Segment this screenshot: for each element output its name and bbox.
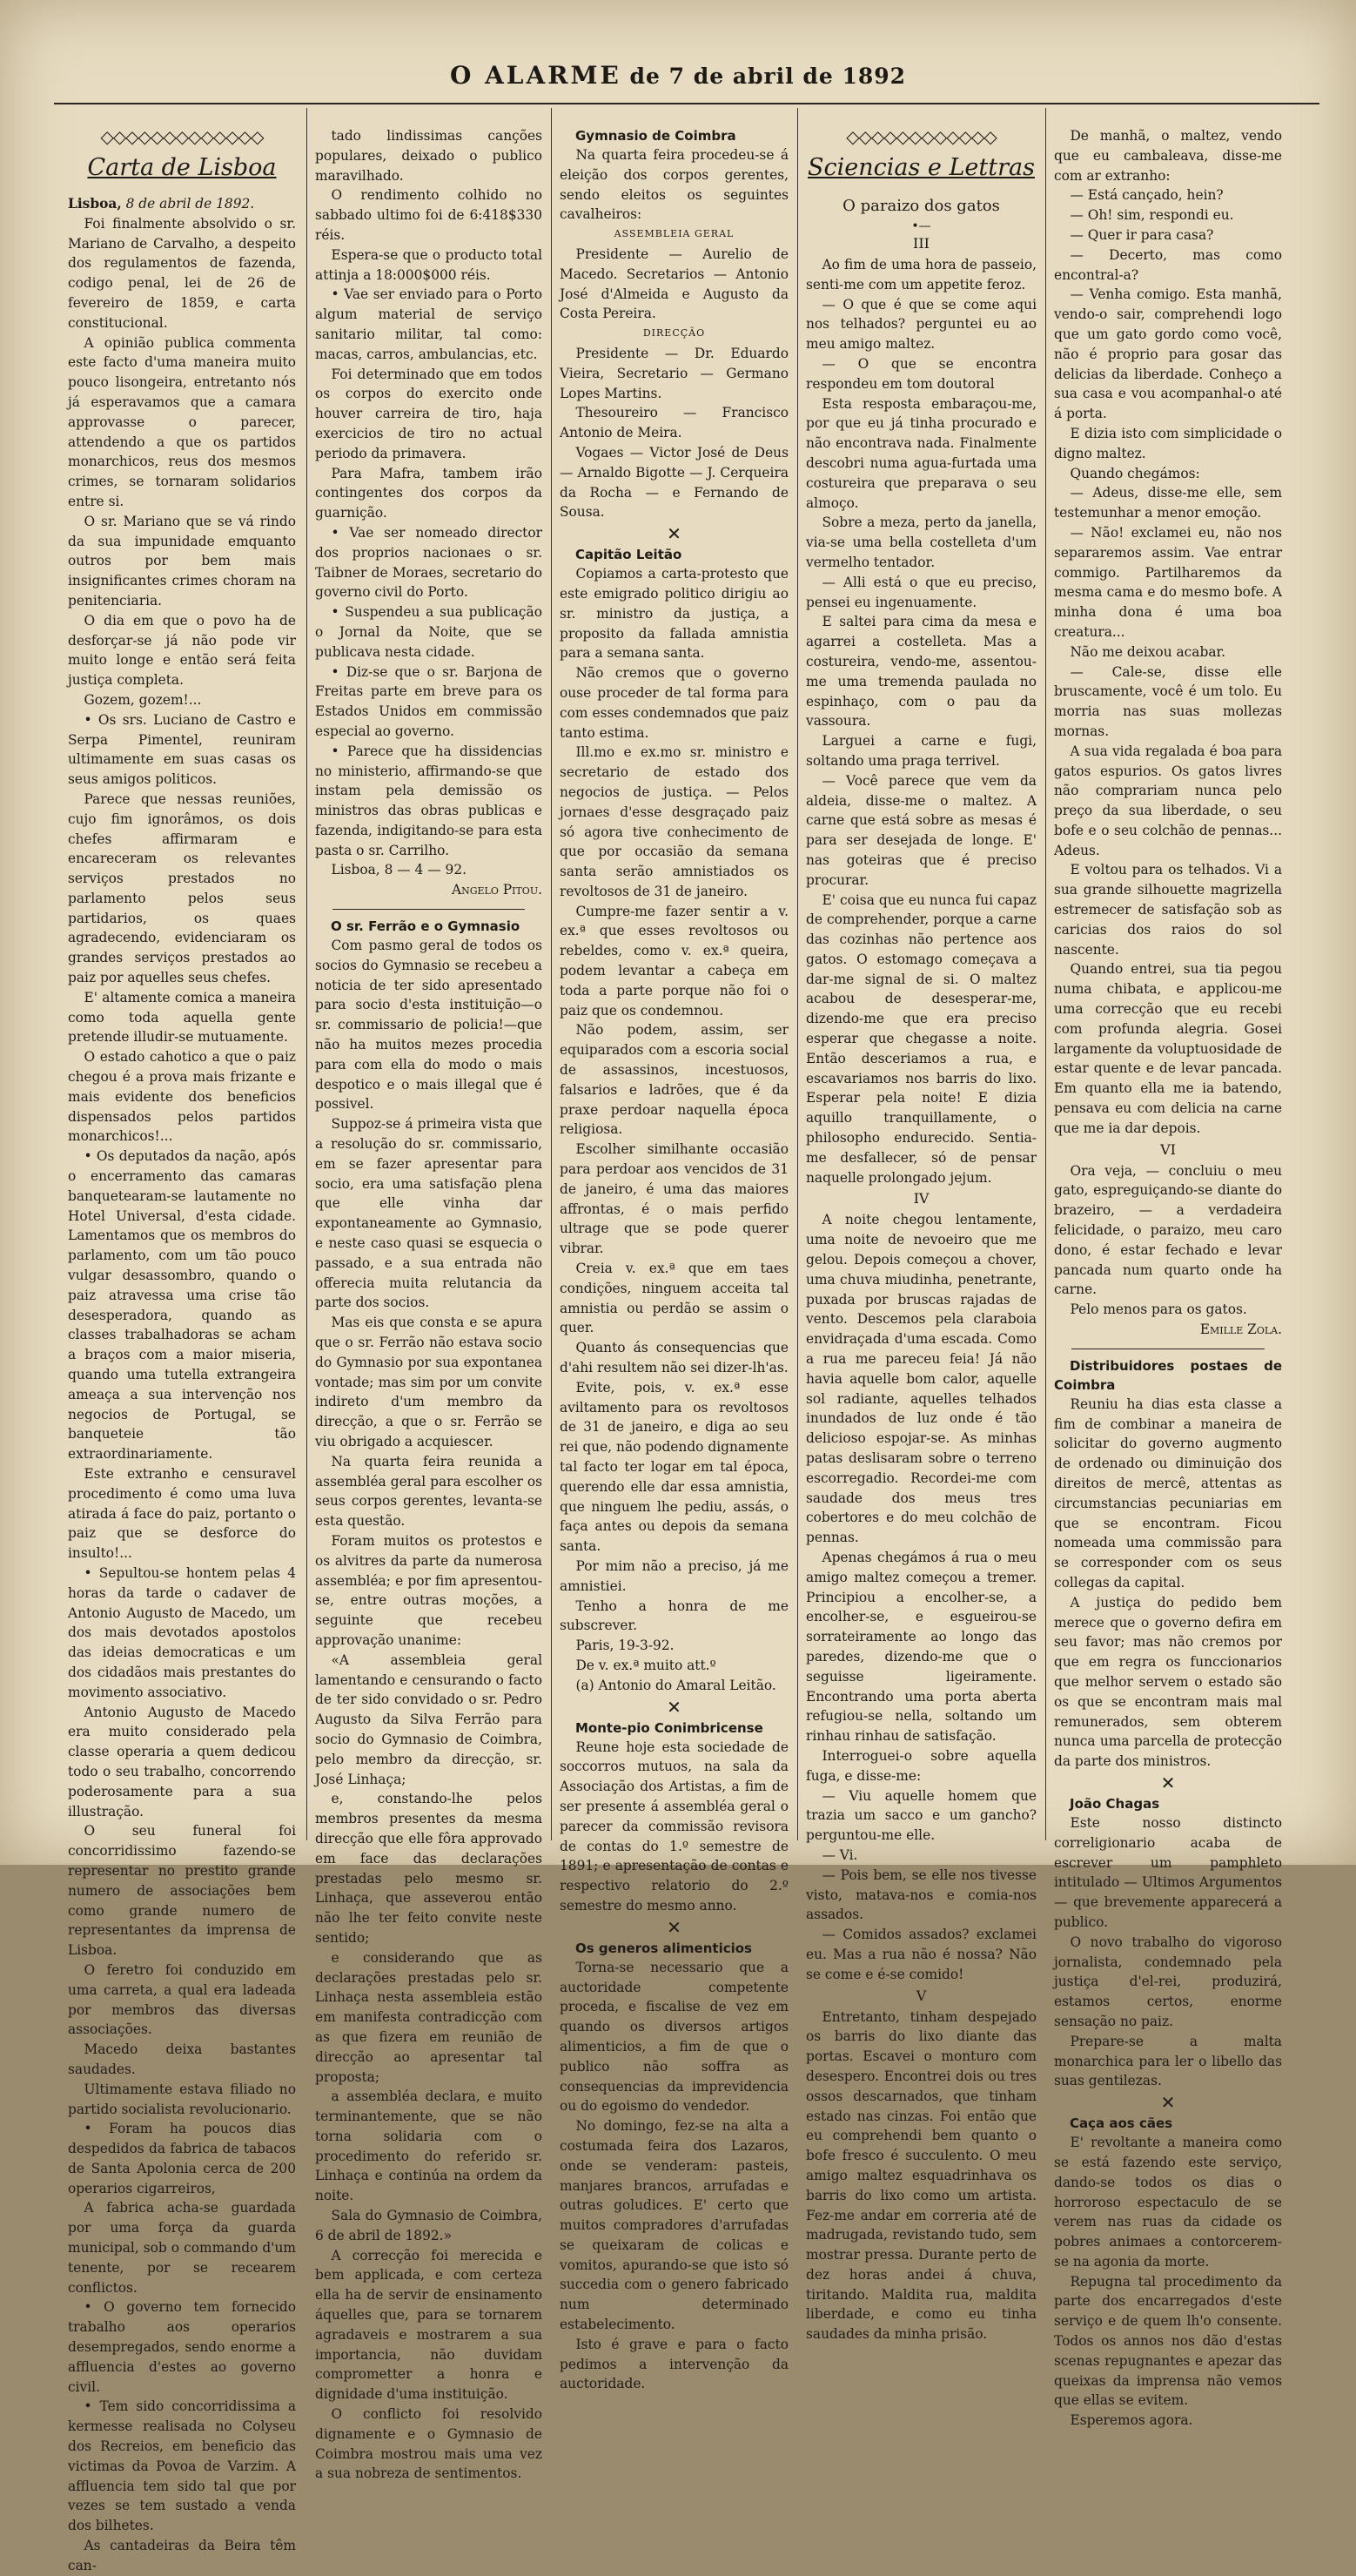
paragraph: Cumpre-me fazer sentir a v. ex.ª que esses revoltosos ou rebeldes, como v. ex.ª queira, podem levantar a cabeça em toda a parte porque não foi o paiz que os condemnou. [560, 903, 789, 1019]
paragraph: Não cremos que o governo ouse proceder de tal forma para com esses condemnados que paiz tanto estima. [560, 665, 789, 741]
paragraph: O dia em que o povo ha de desforçar-se já não pode vir muito longe e então será feita justiça completa. [68, 612, 296, 689]
cross-separator-icon: ✕ [667, 523, 681, 545]
paragraph: Apenas chegámos á rua o meu amigo maltez começou a tremer. Principiou a encolher-se, a encolher-se, e esgueirou-se sorrateiramente ao longo das paredes, dizendo-me que o seguisse ligeiramente. Encontrando uma porta aberta refugiou-se nella, soltando um rinhau rinhau de satisfação. [806, 1550, 1037, 1745]
column-divider [797, 108, 798, 1840]
section-heading: DIRECÇÃO [642, 327, 706, 340]
paragraph: No domingo, fez-se na alta a costumada feira dos Lazaros, onde se venderam: pasteis, manjares brancos, arrufadas e outras goludices. E' certo que muitos compradores d'arrufadas se queixaram de colicas e vomitos, apurando-se que isto só succedia com o genero fabricado num determinado estabelecimento. [560, 2118, 789, 2333]
paragraph: Este extranho e censuravel procedimento é como uma luva atirada á face do paiz, portanto o paiz que se desforce do insulto!... [68, 1466, 296, 1562]
paragraph: • Sepultou-se hontem pelas 4 horas da tarde o cadaver de Antonio Augusto de Macedo, um dos mais devotados apostolos das ideias democraticas e um dos cidadãos mais prestantes do movimento associativo. [68, 1564, 296, 1700]
article-body [1054, 2133, 1282, 2431]
article-title: Gymnasio de Coimbra [575, 128, 736, 144]
paper-name: O ALARME [449, 61, 621, 90]
article-body [806, 2008, 1037, 2345]
article-body [315, 936, 542, 2484]
paragraph: • Vae ser nomeado director dos proprios nacionaes o sr. Taibner de Moraes, secretario do governo civil do Porto. [315, 524, 542, 601]
story-title: O paraizo dos gatos [842, 197, 1000, 215]
paragraph: Gozem, gozem!... [84, 691, 202, 708]
article-title: João Chagas [1070, 1795, 1160, 1812]
article-body [806, 255, 1037, 1187]
title-ornament: •— [911, 219, 931, 233]
paragraph: Este nosso distincto correligionario acaba de escrever um pamphleto intitulado — Ultimos Argumentos — que brevemente apparecerá a publico. [1054, 1814, 1282, 1930]
article-title: Monte-pio Conimbricense [575, 1719, 763, 1736]
cross-separator-icon: ✕ [667, 1916, 681, 1938]
paragraph: Escolher similhante occasião para perdoar aos vencidos de 31 de janeiro, é uma das maiores affrontas, é o mais perfido ultrage que se pode querer vibrar. [560, 1141, 789, 1257]
chapter-number: IV [913, 1190, 930, 1207]
column-1 [68, 126, 296, 2573]
paragraph: — Oh! sim, respondi eu. [1070, 207, 1234, 224]
article-body [68, 214, 296, 2576]
paragraph: O feretro foi conduzido em uma carreta, a qual era ladeada por membros das diversas associações. [68, 1961, 296, 2038]
paragraph: Para Mafra, tambem irão contingentes dos corpos da guarnição. [315, 465, 542, 521]
paragraph: O seu funeral foi concorridissimo fazendo-se representar no prestito grande numero de associações bem como grande numero de representantes da imprensa de Lisboa. [68, 1823, 296, 1959]
cross-separator-icon: ✕ [1160, 2092, 1176, 2114]
paragraph: Com pasmo geral de todos os socios do Gymnasio se recebeu a noticia de ter sido apresentado para socio d'esta instituição—o sr. commissario de policia!—que não ha muitos mezes procedia para com ella do modo o mais despotico e o mais illegal que é possivel. [315, 938, 542, 1113]
paragraph: Foi determinado que em todos os corpos do exercito onde houver carreira de tiro, haja exercicios de tiro no actual periodo da primavera. [315, 366, 542, 461]
paragraph: • Diz-se que o sr. Barjona de Freitas parte em breve para os Estados Unidos em commissão especial ao governo. [315, 663, 542, 739]
article-body [1054, 1813, 1282, 2091]
paragraph: — Você parece que vem da aldeia, disse-me o maltez. A carne que está sobre as mesas é para ser desejada de longe. E' nas goteiras que é preciso procurar. [806, 772, 1037, 888]
paragraph: (a) Antonio do Amaral Leitão. [575, 1677, 776, 1693]
paragraph: Quanto ás consequencias que d'ahi resultem não sei dizer-lh'as. [560, 1340, 789, 1376]
paragraph: Foi finalmente absolvido o sr. Mariano de Carvalho, a despeito dos regulamentos de fazenda, codigo penal, lei de 26 de fevereiro de 1859, e carta constitucional. [68, 215, 296, 331]
paragraph: E' coisa que eu nunca fui capaz de comprehender, porque a carne das cozinhas não pertence aos gatos. O estomago começava a dar-me signal de si. O maltez acabou de desesperar-me, dizendo-me que era preciso esperar que chegasse a noite. Então desceriamos a rua, e escavariamos nos barris do lixo. Esperar pela noite! E dizia aquillo tranquillamente, o philosopho endurecido. Sentia-me desfallecer, só de pensar naquelle prolongado jejum. [806, 891, 1037, 1186]
paragraph: Lisboa, 8 — 4 — 92. [331, 862, 467, 878]
column-2 [315, 126, 542, 2482]
paragraph: Thesoureiro — Francisco Antonio de Meira. [560, 405, 789, 441]
paragraph: Antonio Augusto de Macedo era muito considerado pela classe operaria a quem dedicou todo o seu trabalho, concorrendo poderosamente para a sua illustração. [68, 1704, 296, 1819]
paragraph: — Quer ir para casa? [1070, 226, 1214, 243]
article-body [806, 1210, 1037, 1984]
paragraph: Copiamos a carta-protesto que este emigrado politico dirigiu ao sr. ministro da justiça, a proposito da fallada amnistia para a semana santa. [560, 566, 789, 662]
article-title: Os generos alimenticios [575, 1940, 752, 1956]
paragraph: — Pois bem, se elle nos tivesse visto, matava-nos e comia-nos assados. [806, 1866, 1037, 1923]
paragraph: Ultimamente estava filiado no partido socialista revolucionario. [68, 2081, 296, 2117]
paragraph: — Comidos assados? exclamei eu. Mas a rua não é nossa? Não se come e é-se comido! [806, 1927, 1037, 1982]
paragraph: As cantadeiras da Beira têm can- [68, 2538, 296, 2573]
chapter-number: V [916, 1987, 927, 2004]
paragraph: tado lindissimas canções populares, deixado o publico maravilhado. [315, 128, 542, 184]
paragraph: Na quarta feira procedeu-se á eleição dos corpos gerentes, sendo eleitos os seguintes cavalheiros: [560, 147, 789, 223]
paragraph: Espera-se que o producto total attinja a 18:000$000 réis. [315, 246, 542, 283]
list [560, 245, 789, 324]
article-title: Caça aos cães [1070, 2115, 1173, 2132]
paragraph: E saltei para cima da mesa e agarrei a costelleta. Mas a costureira, vendo-me, assentou-me uma tremenda paulada no espinhaço, com o pau da vassoura. [806, 614, 1037, 730]
paragraph: E voltou para os telhados. Vi a sua grande silhouette magrizella estremecer de satisfação sob as caricias dos raios do sol nascente. [1054, 862, 1282, 958]
paragraph: Mas eis que consta e se apura que o sr. Ferrão não estava socio do Gymnasio por sua expontanea vontade; mas sim por um convite indireto d'um membro da direcção, a que o sr. Ferrão se viu obrigado a acquiescer. [315, 1315, 542, 1449]
paragraph: Torna-se necessario que a auctoridade competente proceda, e fiscalise de vez em quando os diversos artigos alimenticios, a fim de que o publico não soffra as consequencias da imprevidencia ou do egoismo do vendedor. [560, 1959, 789, 2115]
paragraph: Repugna tal procedimento da parte dos encarregados d'este serviço e de quem lh'o consente. Todos os annos nos dão d'estas scenas repugnantes e apezar das queixas da imprensa não vemos que ellas se evitem. [1054, 2273, 1282, 2409]
paragraph: De manhã, o maltez, vendo que eu cambaleava, disse-me com ar extranho: [1054, 128, 1282, 184]
column-5 [1054, 126, 1282, 2429]
paragraph: Ill.mo e ex.mo sr. ministro e secretario de estado dos negocios de justiça. — Pelos jornaes d'esse desgraçado paiz só agora tive conhecimento de que por occasião da semana santa serão amnistiados os revoltosos de 31 de janeiro. [560, 744, 789, 899]
paragraph: A justiça do pedido bem merece que o governo defira em seu favor; mas não cremos por que em regra os funccionarios que melhor servem o estado são os que se encontram mais mal remunerados, sem obterem nunca uma parcella de protecção da parte dos ministros. [1054, 1594, 1282, 1770]
paragraph: a assembléa declara, e muito terminantemente, que se não torna solidaria com o procedimento do referido sr. Linhaça e continúa na ordem da noite. [315, 2088, 542, 2204]
article-body [315, 126, 542, 880]
section-heading: ASSEMBLEIA GERAL [614, 228, 735, 240]
dateline-place: Lisboa, [68, 196, 122, 212]
paragraph: Prepare-se a malta monarchica para ler o libello das suas gentilezas. [1054, 2033, 1282, 2089]
paragraph: A opinião publica commenta este facto d'uma maneira muito pouco lisongeira, entretanto nós já esperavamos que a camara approvasse o parecer, attendendo a que os partidos monarchicos, reus dos mesmos crimes, se tornaram solidarios entre si. [68, 334, 296, 509]
masthead [0, 61, 1356, 96]
paragraph: — Adeus, disse-me elle, sem testemunhar a menor emoção. [1054, 485, 1282, 521]
paragraph: — Cale-se, disse elle bruscamente, você é um tolo. Eu morria nas suas mollezas mornas. [1054, 663, 1282, 739]
paragraph: E dizia isto com simplicidade o digno maltez. [1054, 425, 1282, 461]
paragraph: O rendimento colhido no sabbado ultimo foi de 6:418$330 réis. [315, 187, 542, 243]
paragraph: A correcção foi merecida e bem applicada, e com certeza ella ha de servir de ensinamento áquelles que, para se tornarem agradaveis e mostrarem a sua importancia, não duvidam comprometter a honra e dignidade d'uma instituição. [315, 2247, 542, 2403]
list [560, 344, 789, 522]
paragraph: • Tem sido concorridissima a kermesse realisada no Colyseu dos Recreios, em beneficio das victimas da Povoa de Varzim. A affluencia tem sido tal que por vezes se tem sustado a venda dos bilhetes. [68, 2398, 296, 2534]
paragraph: • Os srs. Luciano de Castro e Serpa Pimentel, reuniram ultimamente em suas casas os seus amigos politicos. [68, 711, 296, 788]
paragraph: e, constando-lhe pelos membros presentes da mesma direcção que elle fôra approvado em face das declarações prestadas pelo mesmo sr. Linhaça, que asseverou então não lhe ter feito convite neste sentido; [315, 1791, 542, 1946]
masthead-rule [54, 103, 1319, 104]
paragraph: Tenho a honra de me subscrever. [560, 1597, 789, 1634]
signature: Emille Zola. [1199, 1322, 1282, 1338]
paragraph: Foram muitos os protestos e os alvitres da parte da numerosa assembléa; e por fim apresentou-se, entre outras moções, a seguinte que recebeu approvação unanime: [315, 1532, 542, 1648]
paragraph: Não podem, assim, ser equiparados com a escoria social de assassinos, incestuosos, falsarios e ladrões, que é da praxe perdoar naquella época religiosa. [560, 1022, 789, 1138]
paragraph: Larguei a carne e fugi, soltando uma praga terrivel. [806, 733, 1037, 769]
paragraph: A noite chegou lentamente, uma noite de nevoeiro que me gelou. Depois começou a chover, uma chuva miudinha, penetrante, puxada por bruscas rajadas de vento. Descemos pela claraboia envidraçada d'uma escada. Como a rua me pareceu feia! Já não havia aquelle bom calor, aquelle sol radiante, aquelles telhados inundados de luz onde é tão delicioso espojar-se. As minhas patas deslisaram sobre o terreno escorregadio. Recordei-me com saudade dos meus tres cobertores e do meu colchão de pennas. [806, 1212, 1037, 1546]
cross-separator-icon: ✕ [1160, 1772, 1176, 1793]
article-body [560, 564, 789, 1695]
signature: Angelo Pitou. [452, 882, 542, 898]
article-title: Distribuidores postaes de Coimbra [1054, 1357, 1282, 1393]
paragraph: Pelo menos para os gatos. [1070, 1301, 1247, 1318]
column-3 [560, 126, 789, 2392]
paragraph: Reuniu ha dias esta classe a fim de combinar a maneira de solicitar do governo augmento de ordenado ou diminuição dos direitos de mercê, attentas as circumstancias pecuniarias em que se encontram. Ficou nomeada uma commissão para se corresponder com os seus collegas da capital. [1054, 1396, 1282, 1591]
paragraph: Na quarta feira reunida a assembléa geral para escolher os seus corpos gerentes, levanta-se esta questão. [315, 1453, 542, 1530]
paragraph: • Vae ser enviado para o Porto algum material de serviço sanitario militar, tal como: macas, carros, ambulancias, etc. [315, 286, 542, 362]
paragraph: Quando chegámos: [1070, 465, 1200, 481]
paragraph: Sobre a meza, perto da janella, via-se uma bella costelleta d'um vermelho tentador. [806, 515, 1037, 570]
article-body [560, 1958, 789, 2395]
paragraph: Isto é grave e para o facto pedimos a intervenção da auctoridade. [560, 2336, 789, 2392]
paragraph: Paris, 19-3-92. [575, 1638, 675, 1654]
paragraph: Creia v. ex.ª que em taes condições, ninguem acceita tal amnistia ou perdão se assim o quer. [560, 1261, 789, 1336]
paragraph: Entretanto, tinham despejado os barris do lixo diante das portas. Escavei o monturo com desespero. Encontrei dois ou tres ossos descarnados, que tinham estado nas cinzas. Foi então que eu comprehendi bem quanto o bofe fresco é succulento. O meu amigo maltez esquadrinhava os barris do lixo como um artista. Fez-me andar em correria até de madrugada, revistando tudo, sem mostrar pressa. Durante perto de dez horas andei á chuva, tiritando. Maldita rua, maldita liberdade, e como eu tinha saudades da minha prisão. [806, 2008, 1037, 2343]
paragraph: Evite, pois, v. ex.ª esse aviltamento para os revoltosos de 31 de janeiro, e diga ao seu rei que, não podendo dignamente tal facto ter logar em tal época, querendo elle dar essa amnistia, que ninguem lhe pediu, assás, o faça antes ou depois da semana santa. [560, 1379, 789, 1555]
paragraph: • Parece que ha dissidencias no ministerio, affirmando-se que instam pela demissão os ministros das obras publicas e fazenda, indigitando-se para esta pasta o sr. Carrilho. [315, 743, 542, 858]
paragraph: — Venha comigo. Esta manhã, vendo-o sair, comprehendi logo que um gato gordo como você, não é proprio para gosar das delicias da liberdade. Conheço a sua casa e vou acompanhal-o até á porta. [1054, 286, 1282, 422]
section-title: Sciencias e Lettras [808, 154, 1035, 181]
paragraph: Esta resposta embaraçou-me, por que eu já tinha procurado e não encontrava nada. Finalmente descobri numa agua-furtada uma costureira que preparava o seu almoço. [806, 395, 1037, 511]
paragraph: — Viu aquelle homem que trazia um sacco e um gancho? perguntou-me elle. [806, 1787, 1037, 1844]
paragraph: E' altamente comica a maneira como toda aquella gente pretende illudir-se mutuamente. [68, 989, 296, 1046]
paragraph: De v. ex.ª muito att.º [575, 1657, 716, 1673]
paragraph: — Vi. [822, 1846, 858, 1863]
paragraph: «A assembleia geral lamentando e censurando o facto de ter sido convidado o sr. Pedro Augusto da Silva Ferrão para socio do Gymnasio de Coimbra, pelo membro da direcção, sr. José Linhaça; [315, 1651, 542, 1787]
paragraph: Ao fim de uma hora de passeio, senti-me com um appetite feroz. [806, 257, 1037, 293]
paragraph: e considerando que as declarações prestadas pelo sr. Linhaça nesta assembleia estão em manifesta contradicção com as que fizera em reunião de direcção ao apresentar tal proposta; [315, 1949, 542, 2085]
paragraph: • O governo tem fornecido trabalho aos operarios desempregados, sendo enorme a affluencia d'estes ao governo civil. [68, 2299, 296, 2395]
article-body [1054, 126, 1282, 1139]
paragraph: Interroguei-o sobre aquella fuga, e disse-me: [806, 1747, 1037, 1784]
paragraph: — Decerto, mas como encontral-a? [1054, 246, 1282, 283]
chapter-number: VI [1160, 1140, 1176, 1158]
article-title: O sr. Ferrão e o Gymnasio [331, 918, 520, 935]
paragraph: Parece que nessas reuniões, cujo fim ignorâmos, os dois chefes affirmaram e encareceram os relevantes serviços prestados no parlamento pelos seus partidarios, os quaes agradecendo, evidenciaram os grandes serviços prestados ao paiz por aquelles seus chefes. [68, 790, 296, 986]
article-title: Capitão Leitão [575, 547, 682, 563]
paragraph: — O que se encontra respondeu em tom doutoral [806, 355, 1037, 392]
paragraph: Macedo deixa bastantes saudades. [68, 2041, 296, 2077]
paragraph: Esperemos agora. [1070, 2412, 1193, 2429]
paragraph: A fabrica acha-se guardada por uma força da guarda municipal, sob o commando d'um tenente, por se recearem conflictos. [68, 2200, 296, 2296]
paragraph: Presidente — Dr. Eduardo Vieira, Secretario — Germano Lopes Martins. [560, 345, 789, 401]
cross-separator-icon: ✕ [667, 1696, 681, 1718]
paragraph: Sala do Gymnasio de Coimbra, 6 de abril de 1892.» [315, 2208, 542, 2243]
dateline [68, 194, 296, 214]
article-body [1054, 1395, 1282, 1772]
paragraph: Presidente — Aurelio de Macedo. Secretarios — Antonio José d'Almeida e Augusto da Costa Pereira. [560, 245, 789, 322]
paragraph: Suppoz-se á primeira vista que a resolução do sr. commissario, em se fazer apresentar para socio, era uma satisfação plena que elle vinha dar expontaneamente ao Gymnasio, e neste caso quasi se esquecia o passado, e a sua entrada não offerecia muita relutancia da parte dos socios. [315, 1116, 542, 1311]
paragraph: Vogaes — Victor José de Deus— Arnaldo Bigotte — J. Cerqueira da Rocha — e Fernando de Sousa. [560, 444, 789, 521]
paragraph: A sua vida regalada é boa para gatos espurios. Os gatos livres não comprariam nunca pelo preço da sua liberdade, o seu bofe e o seu colchão de pennas... Adeus. [1054, 743, 1282, 858]
paragraph: • Suspendeu a sua publicação o Jornal da Noite, que se publicava nesta cidade. [315, 604, 542, 660]
paragraph: O conflicto foi resolvido dignamente e o Gymnasio de Coimbra mostrou mais uma vez a sua nobreza de sentimentos. [315, 2406, 542, 2482]
column-4 [806, 126, 1037, 2343]
paragraph: E' revoltante a maneira como se está fazendo este serviço, dando-se todos os dias o horroroso espectaculo de se verem nas ruas da cidade os pobres animaes a contorcerem-se na agonia da morte. [1054, 2135, 1282, 2270]
article-title: Carta de Lisboa [87, 154, 277, 181]
issue-date: de 7 de abril de 1892 [629, 64, 907, 89]
column-divider [1045, 108, 1046, 1840]
paragraph: O novo trabalho do vigoroso jornalista, condemnado pela justiça d'el-rei, produzirá, estamos certos, enorme sensação no paiz. [1054, 1934, 1282, 2029]
paragraph: — Não! exclamei eu, não nos separaremos assim. Vae entrar commigo. Partilharemos da mesma cama e do mesmo bofe. A minha dona é uma boa creatura... [1054, 524, 1282, 640]
article-body [1054, 1161, 1282, 1320]
paragraph: Não me deixou acabar. [1070, 643, 1226, 660]
paragraph: Por mim não a preciso, já me amnistiei. [560, 1557, 789, 1594]
paragraph: Quando entrei, sua tia pegou numa chibata, e applicou-me uma correcção que eu recebi com profunda alegria. Gosei largamente da voluptuosidade de estar quente e de levar pancada. Em quanto ella me ia batendo, pensava eu com delicia na carne que me ia dar depois. [1054, 961, 1282, 1136]
paragraph: O estado cahotico a que o paiz chegou é a prova mais frizante e mais evidente dos beneficios dispensados pelos partidos monarchicos!... [68, 1049, 296, 1145]
paragraph: • Foram ha poucos dias despedidos da fabrica de tabacos de Santa Apolonia cerca de 200 operarios cigarreiros, [68, 2121, 296, 2196]
paragraph: O sr. Mariano que se vá rindo da sua impunidade emquanto outros por bem mais insignificantes crimes choram na penitenciaria. [68, 513, 296, 609]
paragraph: Reune hoje esta sociedade de soccorros mutuos, na sala da Associação dos Artistas, a fim de ser presente á assembléa geral o parecer da commissão revisora de contas do 1.º semestre de 1891; e apresentação de contas e respectivo relatorio do 2.º semestre do mesmo anno. [560, 1739, 789, 1914]
paragraph: — O que é que se come aqui nos telhados? perguntei eu ao meu amigo maltez. [806, 296, 1037, 353]
column-divider [551, 108, 552, 1840]
dateline-date: 8 de abril de 1892. [125, 196, 255, 212]
paragraph: • Os deputados da nação, após o encerramento das camaras banquetearam-se lautamente no Hotel Universal, d'esta cidade. Lamentamos que os membros do parlamento, com um tão pouco vulgar desassombro, quando o paiz atravessa uma crise tão desesperadora, quando as classes trabalhadoras se acham a braços com a maior miseria, quando uma tutella extrangeira ameaça a sua intervenção nos negocios de Portugal, se banqueteie tão extraordinariamente. [68, 1148, 296, 1463]
paragraph: Ora veja, — concluiu o meu gato, espreguiçando-se diante do brazeiro, — a verdadeira felicidade, o paraizo, meu caro dono, é estar fechado e levar pancada num quarto onde ha carne. [1054, 1162, 1282, 1298]
paragraph: — Alli está o que eu preciso, pensei eu ingenuamente. [806, 574, 1037, 610]
section-divider [332, 909, 525, 910]
decorative-ornament: ◇◇◇◇◇◇◇◇◇◇◇◇◇ [100, 126, 264, 147]
chapter-number: III [913, 235, 930, 252]
paragraph: — Está cançado, hein? [1070, 187, 1224, 204]
column-divider [306, 108, 307, 1840]
decorative-ornament: ◇◇◇◇◇◇◇◇◇◇◇◇ [846, 126, 997, 147]
